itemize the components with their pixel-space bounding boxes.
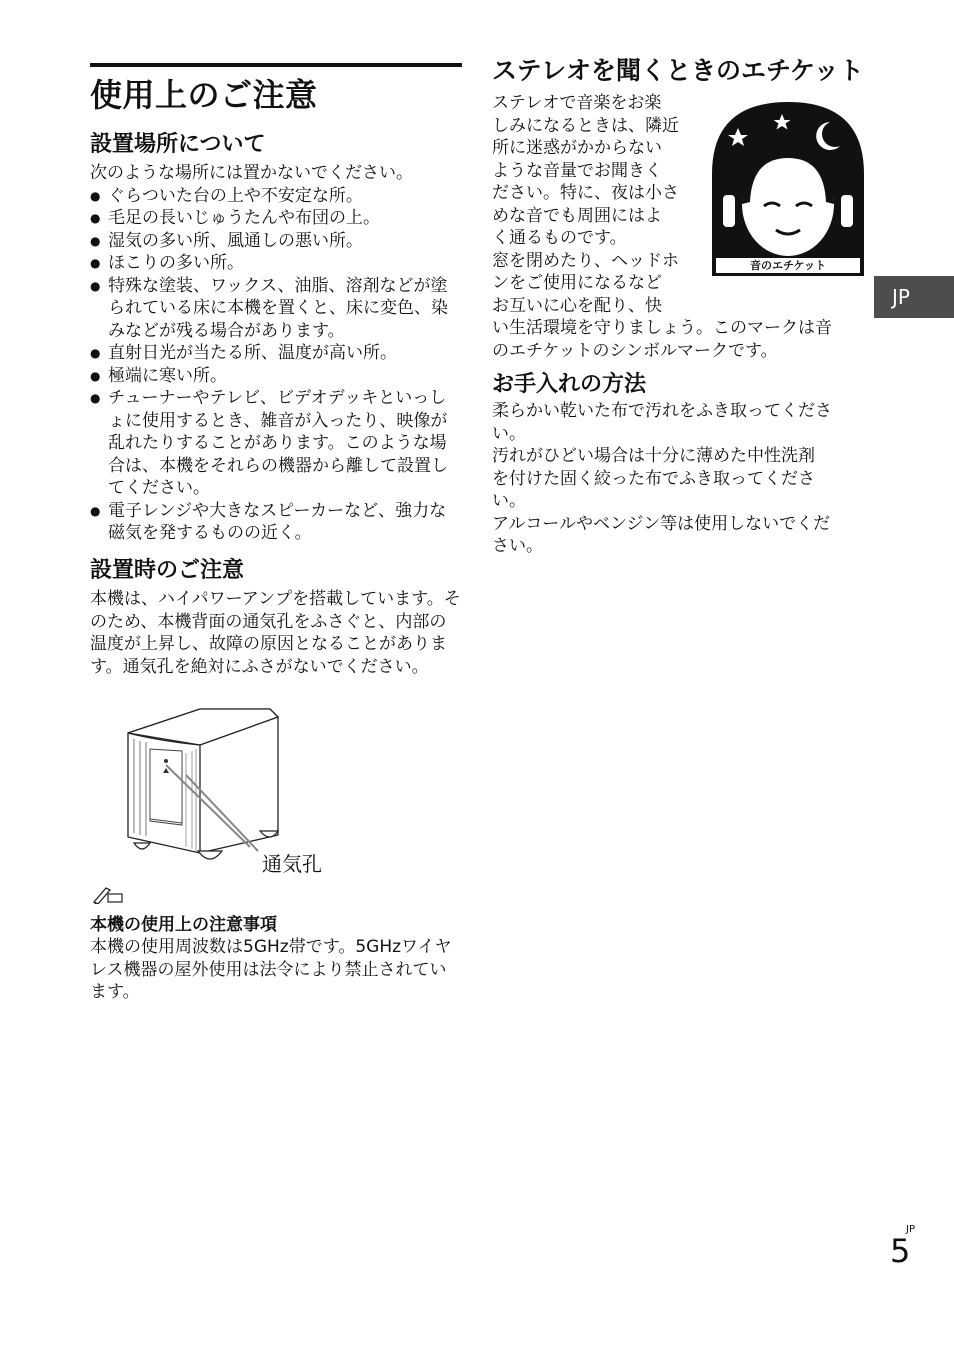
etiquette-line: ステレオで音楽をお楽 [492,93,662,113]
page-title: 使用上のご注意 [90,76,318,114]
vent-label: 通気孔 [262,852,322,876]
etiquette-line: 所に迷惑がかからない [492,138,662,158]
note-body: 本機の使用周波数は5GHz帯です。5GHzワイヤレス機器の屋外使用は法令により禁止されています。 [90,937,452,1002]
care-line: 柔らかい乾いた布で汚れをふき取ってくださ [492,401,832,421]
list-item: ● 直射日光が当たる所、温度が高い所。 [90,342,462,365]
note-title: 本機の使用上の注意事項 [90,915,277,935]
list-item: ● チューナーやテレビ、ビデオデッキといっしょに使用するとき、雑音が入ったり、映像が乱れたりすることがあります。このような場合は、本機をそれらの機器から離して設置してください。 [90,387,462,500]
list-item: ● 電子レンジや大きなスピーカーなど、強力な磁気を発するものの近く。 [90,500,462,545]
section-heading-care: お手入れの方法 [492,372,647,397]
etiquette-badge [712,102,864,276]
etiquette-line: く通るものです。 [492,228,627,248]
list-item: ● 湿気の多い所、風通しの悪い所。 [90,230,462,253]
care-line: 汚れがひどい場合は十分に薄めた中性洗剤 [492,446,815,466]
list-item: ● 毛足の長いじゅうたんや布団の上。 [90,207,462,230]
etiquette-line: お互いに心を配り、快 [492,295,662,316]
page-number: 5 [890,1232,911,1270]
list-item: ● 極端に寒い所。 [90,365,462,388]
installation-body: 本機は、ハイパワーアンプを搭載しています。そのため、本機背面の通気孔をふさぐと、内部の温度が上昇し、故障の原因となることがあります。通気孔を絶対にふさがないでください。 [90,589,461,677]
location-intro: 次のような場所には置かないでください。 [90,163,413,183]
etiquette-line: ンをご使用になるなど [492,273,662,293]
section-heading-location: 設置場所について [90,132,266,157]
section-care [492,370,864,558]
etiquette-line: ような音量でお聞きく [492,160,662,181]
section-heading-installation: 設置時のご注意 [90,558,245,583]
badge-label: 音のエチケット [749,259,826,272]
section-installation [90,556,462,678]
etiquette-line: しみになるときは、隣近 [492,115,679,136]
etiquette-line: めな音でも周囲にはよ [492,205,662,226]
etiquette-line: 窓を閉めたり、ヘッドホ [492,250,679,271]
care-line: い。 [492,491,526,511]
location-list [90,185,462,545]
etiquette-line: い生活環境を守りましょう。このマークは音 [492,318,832,338]
headphone-etiquette-icon [712,102,864,276]
etiquette-line: のエチケットのシンボルマークです。 [492,340,778,361]
page-number-suffix: JP [906,1224,915,1235]
care-line: い。 [492,423,526,444]
care-line: を付けた固く絞った布でふき取ってくださ [492,468,815,489]
care-line: さい。 [492,536,543,556]
list-item: ● ほこりの多い所。 [90,252,462,275]
list-item: ● ぐらついた台の上や不安定な所。 [90,185,462,208]
language-tab: JP [874,276,954,318]
pencil-note-icon [92,886,124,904]
care-line: アルコールやベンジン等は使用しないでくだ [492,513,831,534]
etiquette-line: ださい。特に、夜は小さ [492,183,679,203]
section-heading-etiquette: ステレオを聞くときのエチケット [492,56,864,85]
list-item: ● 特殊な塗装、ワックス、油脂、溶剤などが塗られている床に本機を置くと、床に変色、染みなどが残る場合があります。 [90,275,462,343]
note-block [90,914,462,1004]
title-rule [90,63,462,67]
section-location [90,130,462,545]
